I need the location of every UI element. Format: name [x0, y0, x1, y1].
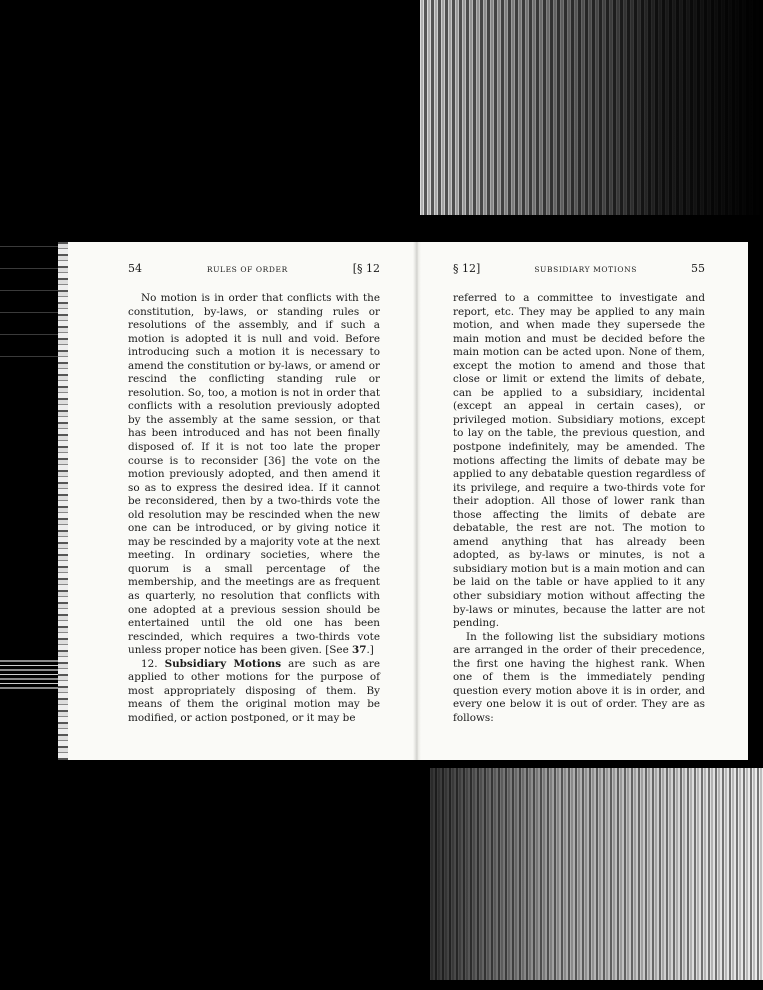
- right-page-number: 55: [691, 262, 705, 275]
- left-paragraph-2-text: are such as are applied to other motions for the purpose of most appropriately disposing of them. By means of them the original motion may be modified, or action postponed, or it may be: [128, 657, 380, 724]
- right-paragraph-1: referred to a committee to investigate and report, etc. They may be applied to any main motion, and when made they supersede the main motion and must be decided before the main motion can be acted upon. None of them, except the motion to amend and those that close or limit or extend the limits of debate, can be applied to a subsidiary, incidental (except an appeal in certain cases), or privileged motion. Subsidiary motions, except to lay on the table, the previous question, and postpone indefinitely, may be amended. The motions affecting the limits of debate may be applied to any debatable question regardless of its privilege, and require a two-thirds vote for their adoption. All those of lower rank than those affecting the limits of debate are debatable, the rest are not. The motion to amend anything that has already been adopted, as by-laws or minutes, is not a subsidiary motion but is a main motion and can be laid on the table or have applied to it any other subsidiary motion without affecting the by-laws or minutes, because the latter are not pending.: [453, 292, 705, 630]
- right-running-title: SUBSIDIARY MOTIONS: [534, 265, 637, 274]
- left-body-text: [128, 292, 380, 726]
- left-paragraph-1-end: .]: [366, 644, 374, 657]
- left-running-head: [128, 262, 380, 282]
- section-number: 12.: [141, 657, 158, 670]
- scan-noise-left-lower: [0, 660, 60, 690]
- left-section-ref: [§ 12: [352, 262, 380, 275]
- scan-noise-top: [420, 0, 763, 215]
- right-running-head: [453, 262, 705, 282]
- right-section-ref: § 12]: [453, 262, 481, 275]
- book-spine: [413, 242, 421, 760]
- left-paragraph-1-text: No motion is in order that conflicts with the constitution, by-laws, or standing rules or resolutions of the assembly, and if such a motion is adopted it is null and void. Before introducing such a motion it is necessary to amend the constitution or by-laws, or amend or rescind the conflicting standing rule or resolution. So, too, a motion is not in order that conflicts with a resolution previously adopted by the assembly at the same session, or that has been introduced and has not been finally disposed of. If it is not too late the proper course is to reconsider [36] the vote on the motion previously adopted, and then amend it so as to express the desired idea. If it cannot be reconsidered, then by a two-thirds vote the old resolution may be rescinded when the new one can be introduced, or by giving notice it may be rescinded by a majority vote at the next meeting. In ordinary societies, where the quorum is a small percentage of the membership, and the meetings are as frequent as quarterly, no resolution that conflicts with one adopted at a previous session should be entertained until the old one has been rescinded, which requires a two-thirds vote unless proper notice has been given. [See: [128, 292, 380, 657]
- page-edge: [58, 242, 68, 760]
- left-paragraph-1: [128, 292, 380, 658]
- right-page: [453, 262, 705, 726]
- book-spread: [58, 242, 748, 760]
- scan-noise-left: [0, 238, 60, 378]
- right-paragraph-2: In the following list the subsidiary motions are arranged in the order of their precedence, the first one having the highest rank. When one of them is the immediately pending question every motion above it is in order, and every one below it is out of order. They are as follows:: [453, 630, 705, 724]
- scan-noise-bottom: [430, 768, 763, 980]
- left-running-title: RULES OF ORDER: [206, 265, 288, 274]
- left-paragraph-2: [128, 658, 380, 726]
- section-heading: Subsidiary Motions: [164, 657, 282, 670]
- left-page-number: 54: [128, 262, 142, 275]
- section-reference: 37: [352, 644, 367, 657]
- left-page: [128, 262, 380, 726]
- right-body-text: [453, 292, 705, 726]
